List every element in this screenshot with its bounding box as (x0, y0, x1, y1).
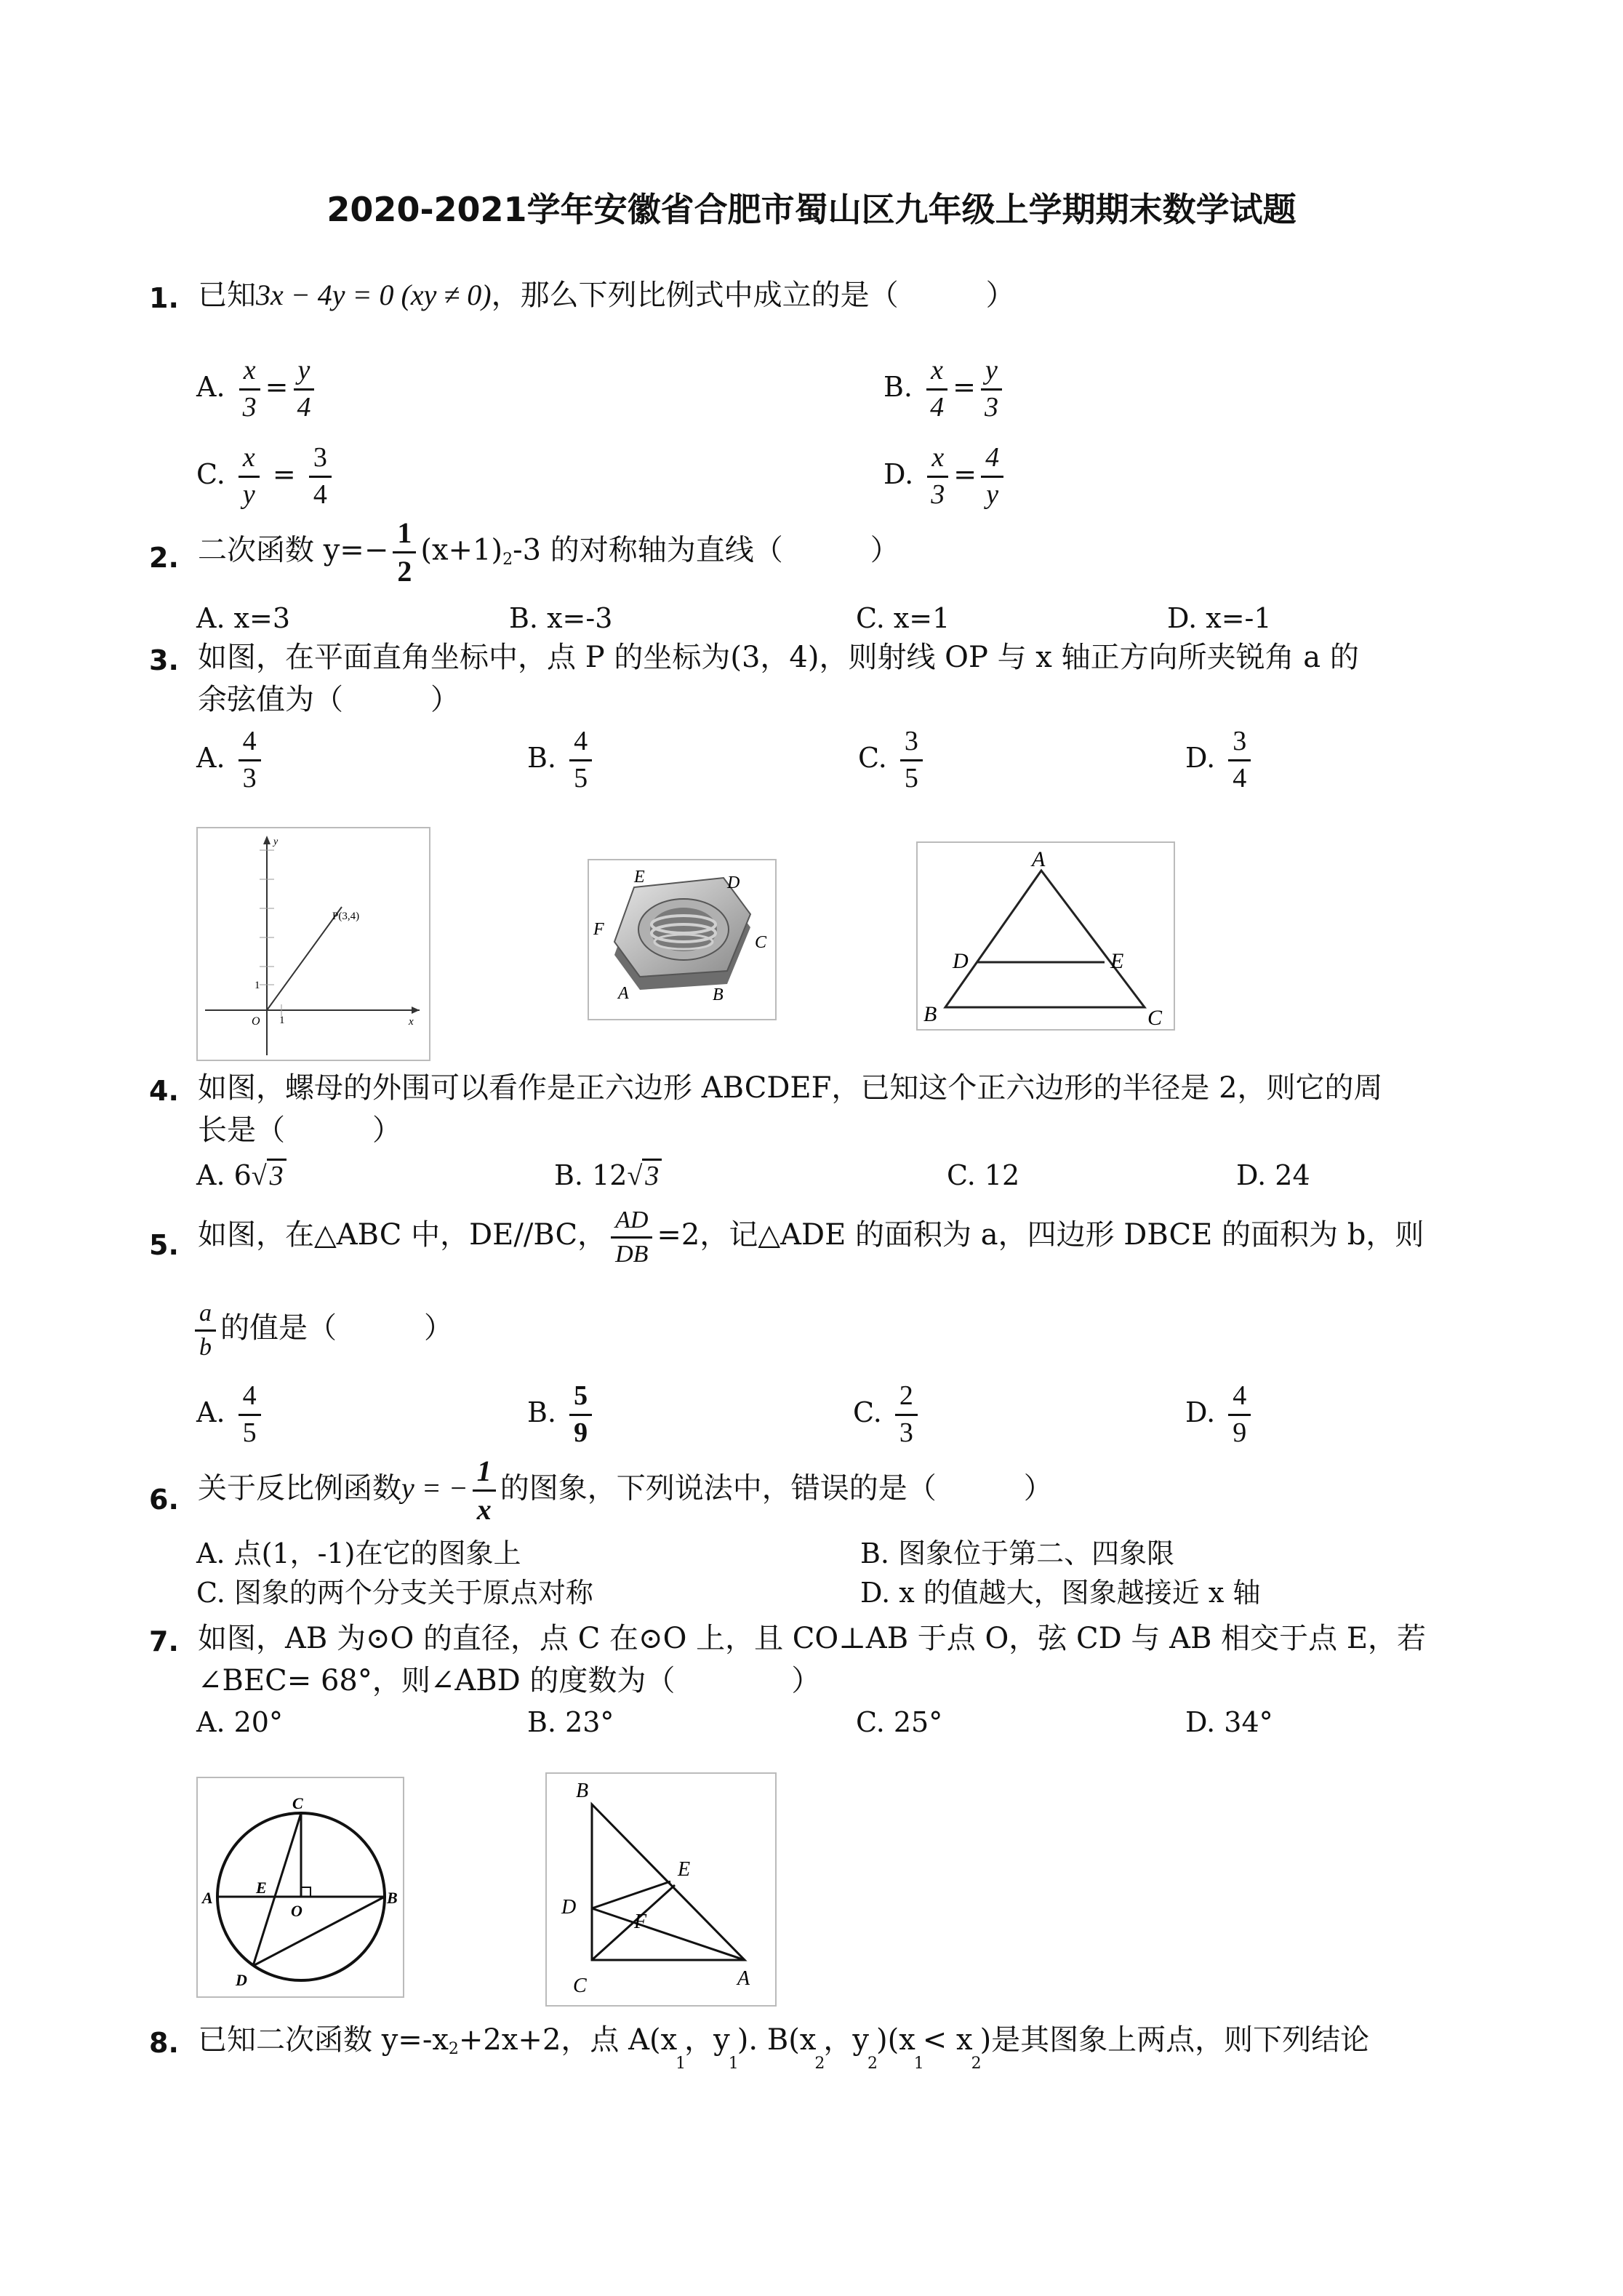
question-4-line-2: 长是（ ） (198, 1113, 401, 1147)
radicand: 3 (642, 1159, 662, 1191)
segment-da (592, 1908, 745, 1960)
q5-option-b[interactable] (527, 1382, 596, 1448)
subscript: 1 (676, 2055, 686, 2073)
sqrt: √ 3 (627, 1159, 662, 1191)
subscript: 2 (971, 2055, 982, 2073)
sqrt: √ 3 (252, 1159, 286, 1191)
option-label: B. (527, 741, 557, 774)
subscript: 2 (814, 2055, 825, 2073)
segment-de (592, 1881, 670, 1908)
q1-text-pre: 已知 (198, 279, 256, 312)
question-number-5: 5. (149, 1229, 179, 1261)
option-label: A. (196, 370, 225, 403)
frac-num: 4 (239, 727, 261, 761)
page-title: 2020-2021学年安徽省合肥市蜀山区九年级上学期期末数学试题 (326, 190, 1297, 229)
label-e: E (1110, 949, 1124, 973)
q1-text-post: ，那么下列比例式中成立的是（ ） (491, 279, 1015, 312)
exponent: 2 (502, 550, 513, 569)
figure-triangle-de-bc (916, 841, 1175, 1031)
frac-num: 3 (900, 727, 923, 761)
question-4-line-1: 如图，螺母的外围可以看作是正六边形 ABCDEF，已知这个正六边形的半径是 2，则它的周 (198, 1071, 1383, 1105)
label-p: P(3,4) (332, 911, 360, 922)
frac-den: 4 (930, 391, 945, 423)
question-5-stem (198, 1207, 1424, 1267)
label-x: x (409, 1016, 414, 1028)
label-d: D (727, 873, 740, 892)
q5-text-pre: 如图，在△ABC 中，DE//BC， (198, 1218, 607, 1252)
frac-num: 3 (309, 444, 332, 478)
label-o: O (252, 1015, 260, 1028)
question-6-stem (198, 1456, 1053, 1525)
option-label: B. (883, 370, 913, 403)
q7-option-a[interactable]: A. 20° (196, 1706, 283, 1738)
q2-option-a[interactable]: A. x=3 (196, 602, 291, 634)
option-label: A. 6 (196, 1159, 252, 1191)
frac-den: y (242, 479, 255, 510)
figure-right-triangle (545, 1772, 777, 2007)
q2-text-pre: 二次函数 y=− (198, 533, 389, 567)
q8-text: +2x+2，点 A(x (458, 2023, 678, 2057)
q1-equation: 3x − 4y = 0 (xy ≠ 0) (256, 279, 492, 311)
q1-option-d[interactable] (883, 444, 1008, 510)
frac-den: 4 (297, 391, 311, 423)
option-label: B. 12 (554, 1159, 628, 1191)
frac-den: 9 (1233, 1417, 1247, 1448)
label-one-y: 1 (255, 980, 260, 991)
q1-option-a[interactable] (196, 356, 319, 423)
option-label: C. (858, 741, 887, 774)
frac-den: 3 (242, 391, 257, 423)
radicand: 3 (267, 1159, 286, 1191)
frac-den: 2 (397, 555, 412, 588)
q8-text: 已知二次函数 y=-x (198, 2023, 449, 2057)
label-d: D (236, 1971, 247, 1989)
q6-option-b[interactable]: B. 图象位于第二、四象限 (860, 1537, 1175, 1569)
q4-option-b[interactable] (554, 1155, 662, 1196)
label-o: O (291, 1902, 302, 1920)
eq-sign: = (953, 370, 976, 403)
frac-num: 4 (1228, 1382, 1251, 1416)
label-c: C (1147, 1006, 1163, 1029)
option-label: C. (196, 457, 225, 490)
q2-text-post: -3 的对称轴为直线（ ） (513, 533, 899, 567)
q7-option-b[interactable]: B. 23° (527, 1706, 614, 1738)
frac-num: x (926, 356, 947, 391)
figure-circle (196, 1777, 404, 1998)
figure-hex-nut (588, 859, 777, 1020)
q1-option-c[interactable] (196, 444, 336, 510)
frac-num: AD (611, 1207, 652, 1239)
q3-option-a[interactable] (196, 727, 265, 793)
label-f: F (593, 920, 604, 939)
label-d: D (953, 949, 969, 973)
label-b: B (576, 1780, 589, 1802)
label-b: B (713, 985, 724, 1004)
q2-option-b[interactable]: B. x=-3 (509, 602, 613, 634)
figure-coordinate-axes (196, 827, 430, 1061)
subscript: 1 (913, 2055, 924, 2073)
question-5-line-2 (191, 1300, 453, 1360)
frac-den: 3 (931, 479, 945, 510)
label-e: E (634, 868, 645, 887)
question-7-line-1: 如图，AB 为⊙O 的直径，点 C 在⊙O 上，且 CO⊥AB 于点 O，弦 CD 与 AB 相交于点 E，若 (198, 1622, 1427, 1655)
question-1-stem (198, 275, 1015, 316)
label-c: C (292, 1794, 303, 1812)
question-3-line-2: 余弦值为（ ） (198, 683, 460, 716)
q2-option-c[interactable]: C. x=1 (856, 602, 950, 634)
frac-num: 4 (569, 727, 592, 761)
eq-sign: = (953, 457, 977, 490)
subscript: 2 (867, 2055, 878, 2073)
q6-option-a[interactable]: A. 点(1，-1)在它的图象上 (196, 1537, 521, 1569)
frac-den: 3 (899, 1417, 913, 1448)
frac-num: 4 (239, 1382, 261, 1416)
label-b: B (923, 1002, 937, 1026)
label-e: E (678, 1858, 691, 1881)
option-label: B. (527, 1396, 557, 1428)
label-one-x: 1 (279, 1015, 285, 1026)
question-number-4: 4. (149, 1075, 179, 1107)
frac-den: 3 (984, 391, 998, 423)
label-y: y (273, 836, 278, 847)
frac-num: x (927, 444, 948, 478)
q7-option-c[interactable]: C. 25° (856, 1706, 943, 1738)
label-c: C (573, 1975, 587, 1997)
frac-num: 5 (569, 1382, 592, 1416)
q8-text: < x (922, 2023, 973, 2057)
frac-den: 9 (574, 1417, 588, 1448)
question-number-7: 7. (149, 1625, 179, 1657)
q3-option-b[interactable] (527, 727, 596, 793)
option-label: D. (1185, 1396, 1216, 1428)
q4-option-d[interactable]: D. 24 (1236, 1159, 1310, 1191)
y-axis-arrow (263, 836, 270, 844)
q1-option-b[interactable] (883, 356, 1007, 423)
q8-text: ). B(x (737, 2023, 817, 2057)
q6-text-pre: 关于反比例函数 (198, 1471, 401, 1505)
label-a: A (618, 984, 629, 1003)
option-label: D. (1185, 741, 1216, 774)
label-d: D (561, 1896, 577, 1919)
subscript: 1 (728, 2055, 739, 2073)
q6-option-c[interactable]: C. 图象的两个分支关于原点对称 (196, 1577, 593, 1609)
q8-text: )是其图象上两点，则下列结论 (979, 2023, 1370, 2057)
question-number-3: 3. (149, 644, 179, 676)
q5-option-c[interactable] (853, 1382, 922, 1448)
q8-text: ，y (684, 2023, 730, 2057)
q3-option-c[interactable] (858, 727, 927, 793)
frac-num: 2 (895, 1382, 918, 1416)
frac-den: x (476, 1493, 492, 1526)
frac-num: x (239, 444, 260, 478)
frac-num: 1 (393, 518, 416, 553)
frac-den: 4 (1233, 762, 1247, 793)
frac-num: a (195, 1300, 216, 1332)
option-label: A. (196, 741, 225, 774)
question-7-line-2: ∠BEC= 68°，则∠ABD 的度数为（ ） (198, 1664, 821, 1697)
label-a: A (202, 1889, 213, 1907)
q2-option-d[interactable]: D. x=-1 (1167, 602, 1272, 634)
label-e: E (256, 1879, 267, 1897)
frac-num: y (981, 356, 1002, 391)
frac-num: 4 (981, 444, 1003, 478)
segment-db (253, 1897, 385, 1966)
x-axis-arrow (412, 1007, 420, 1014)
q2-text-mid: (x+1) (420, 533, 503, 567)
eq-sign: = (272, 457, 296, 490)
question-number-6: 6. (149, 1484, 179, 1516)
q3-option-d[interactable] (1185, 727, 1255, 793)
q8-text: ，y (823, 2023, 869, 2057)
frac-den: 5 (242, 1417, 257, 1448)
triangle-abc (945, 871, 1145, 1007)
question-3-line-1: 如图，在平面直角坐标中，点 P 的坐标为(3，4)，则射线 OP 与 x 轴正方向所夹锐角 a 的 (198, 641, 1359, 674)
ray-op (267, 907, 342, 1010)
q5-option-d[interactable] (1185, 1382, 1255, 1448)
frac-num: x (239, 356, 260, 391)
right-angle-mark (301, 1887, 310, 1897)
eq-sign: = (265, 370, 289, 403)
frac-num: 3 (1228, 727, 1251, 761)
label-c: C (755, 933, 767, 952)
q5-option-a[interactable] (196, 1382, 265, 1448)
frac-num: y (294, 356, 315, 391)
question-number-8: 8. (149, 2027, 179, 2059)
frac-den: y (986, 479, 999, 510)
frac-den: b (199, 1333, 212, 1361)
question-8-stem (198, 2020, 1370, 2073)
option-label: D. (883, 457, 914, 490)
q5-text-post: =2，记△ADE 的面积为 a，四边形 DBCE 的面积为 b，则 (657, 1218, 1424, 1252)
label-a: A (737, 1967, 750, 1990)
frac-den: 5 (904, 762, 918, 793)
option-label: C. (853, 1396, 882, 1428)
label-f: F (634, 1911, 647, 1933)
q8-text: )(x (875, 2023, 915, 2057)
label-a: A (1032, 847, 1046, 871)
q6-text-post: 的图象，下列说法中，错误的是（ ） (500, 1471, 1053, 1505)
exponent: 2 (448, 2040, 459, 2058)
q4-option-c[interactable]: C. 12 (947, 1159, 1020, 1191)
q4-option-a[interactable] (196, 1155, 286, 1196)
question-number-1: 1. (149, 282, 179, 314)
q6-option-d[interactable]: D. x 的值越大，图象越接近 x 轴 (860, 1577, 1261, 1609)
frac-num: 1 (473, 1456, 496, 1492)
q6-lhs: y = − (401, 1471, 468, 1505)
frac-den: 5 (574, 762, 588, 793)
option-label: A. (196, 1396, 225, 1428)
frac-den: 3 (242, 762, 257, 793)
question-number-2: 2. (149, 542, 179, 574)
q7-option-d[interactable]: D. 34° (1185, 1706, 1273, 1738)
label-b: B (387, 1889, 398, 1907)
frac-den: DB (615, 1240, 649, 1268)
frac-den: 4 (313, 479, 327, 510)
q5-text-line2: 的值是（ ） (220, 1311, 453, 1345)
question-2-stem (198, 518, 899, 587)
